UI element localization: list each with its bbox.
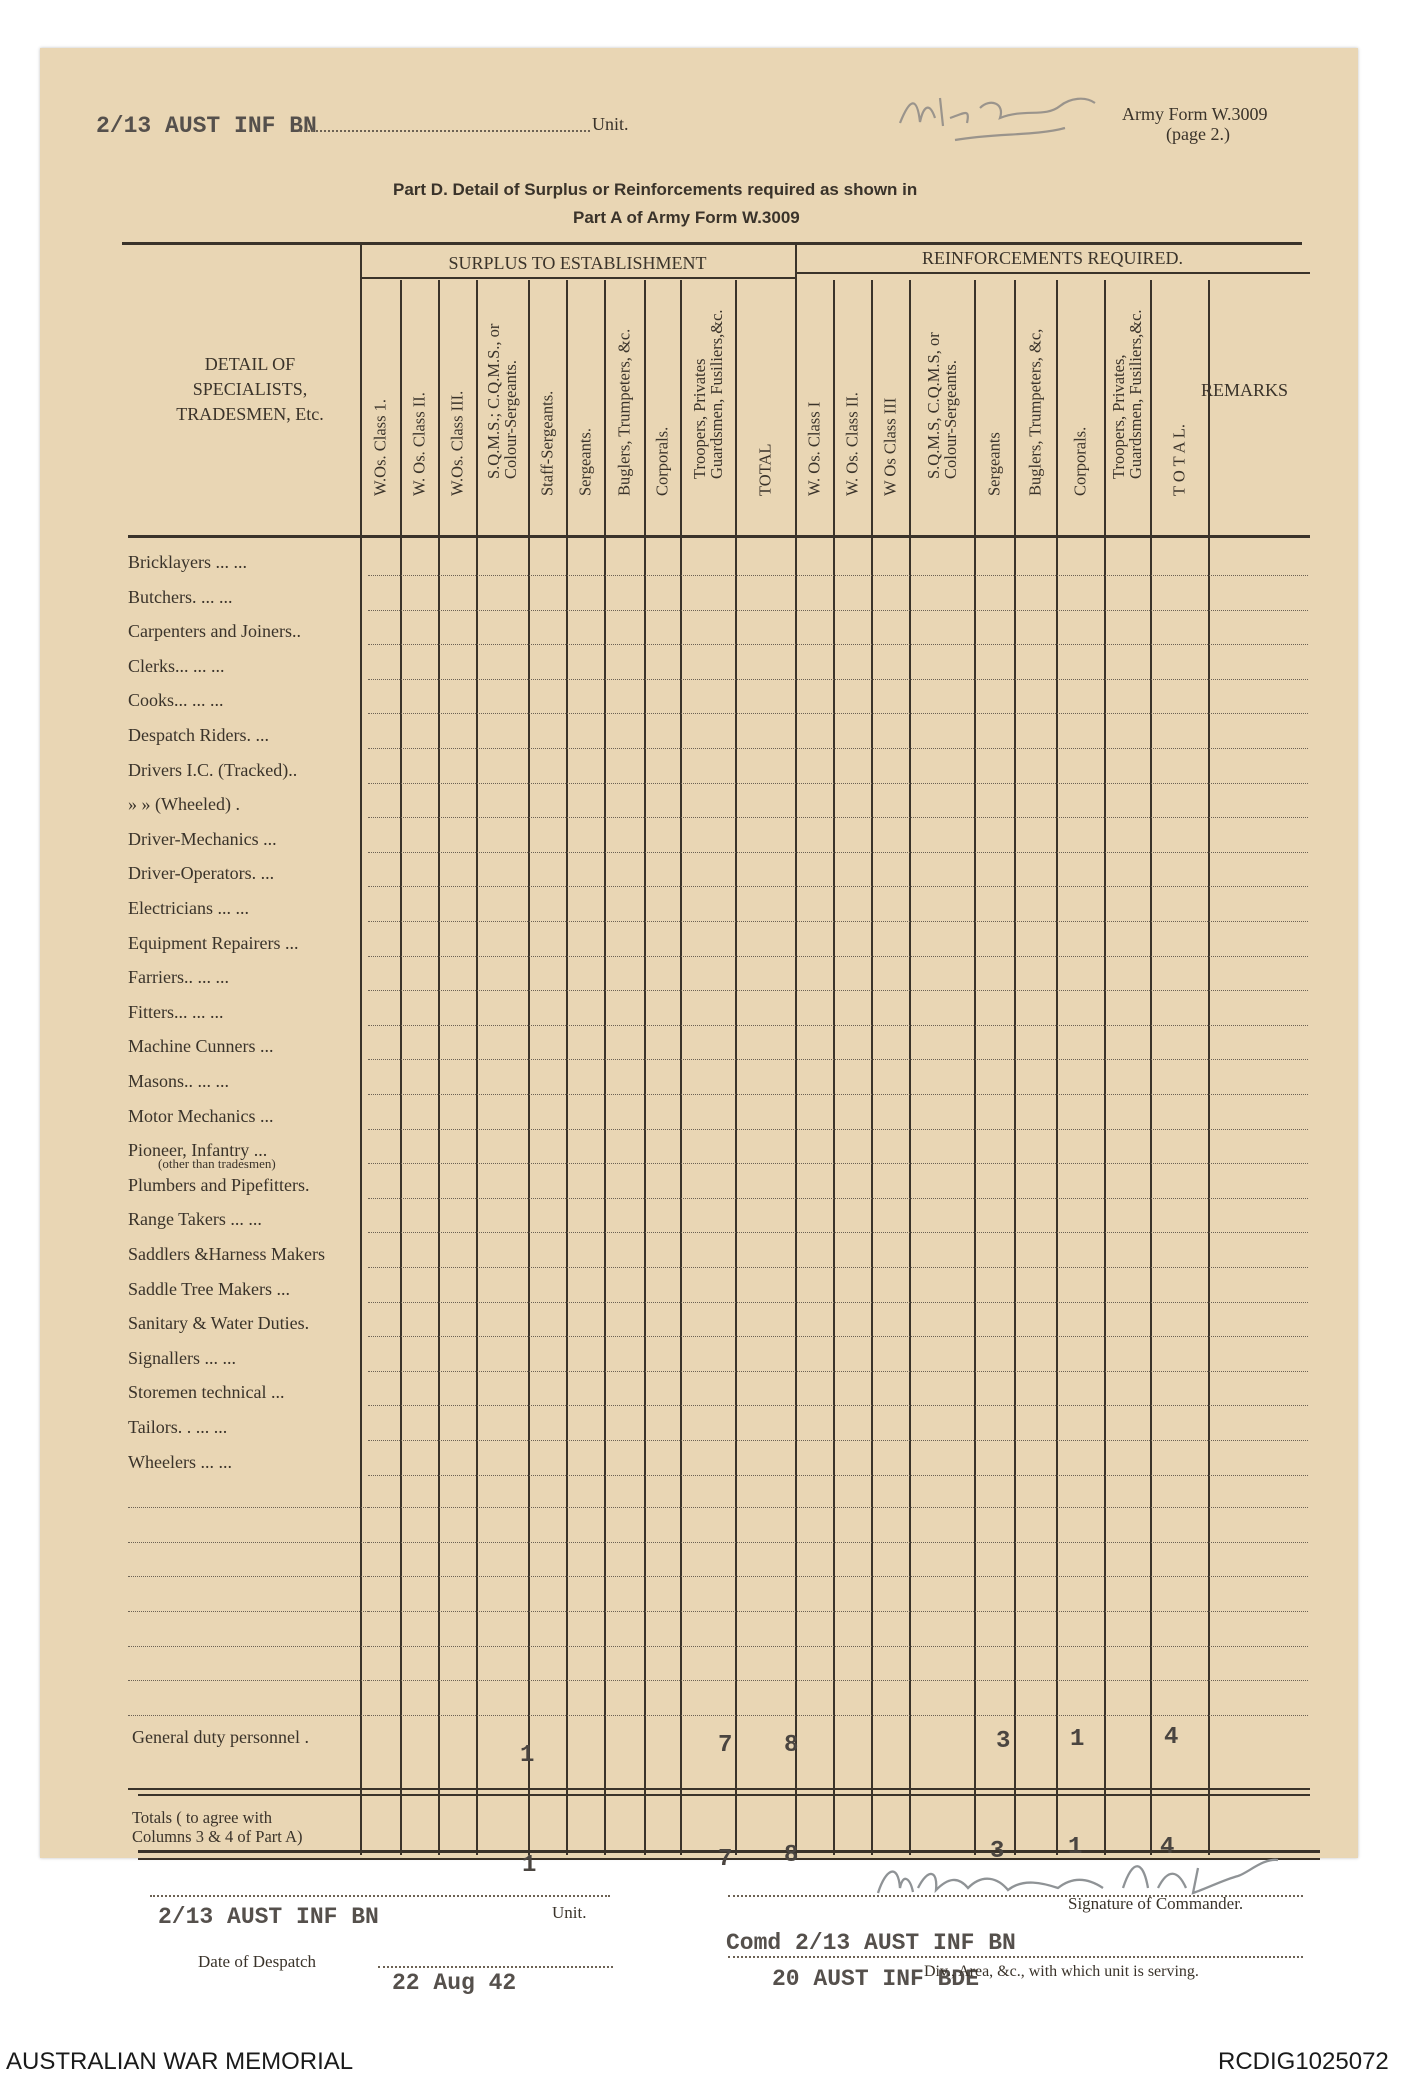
blank-row-dots [128,1680,368,1681]
row-label: Machine Cunners ... [128,1036,274,1057]
column-rule [400,280,402,1855]
row-rule [368,783,1308,784]
reinf-col-6 [1020,283,1050,523]
column-rule [438,280,440,1855]
reinf-col-9 [1164,283,1194,523]
row-label: Electricians ... ... [128,898,249,918]
column-header-text: W.Os. Class III. [447,390,467,496]
tot-reinf-troopers: 1 [1068,1834,1083,1861]
blank-row-rule [368,1507,1308,1508]
column-header-text: W. Os. Class II. [409,392,429,496]
surplus-col-5 [532,283,562,523]
row-rule [368,852,1308,853]
row-label: Cooks... ... ... [128,690,224,711]
archive-id: RCDIG1025072 [1218,2048,1389,2075]
row-label: Pioneer, Infantry ... [128,1140,268,1161]
row-label: » » (Wheeled) . [128,794,240,815]
row-label: Fitters... ... ... [128,1001,224,1022]
reinf-col-8 [1109,283,1145,523]
column-header-text: W Os Class III [880,397,900,496]
gd-reinf-buglers: 3 [996,1728,1011,1755]
tot-surplus-troopers: 7 [718,1846,733,1873]
surplus-header-rule [360,277,795,279]
column-header-text: Troopers, Privates, Guardsmen, Fusiliers,&c. [1109,309,1145,479]
row-rule [368,1405,1308,1406]
row-label: Drivers I.C. (Tracked).. [128,759,298,780]
column-rule [528,280,530,1855]
tot-surplus-total: 8 [784,1842,799,1869]
row-rule [368,713,1308,714]
reinf-header-rule [795,272,1310,274]
row-label: Plumbers and Pipefitters. [128,1174,310,1195]
row-label: Masons.. ... ... [128,1071,230,1091]
surplus-group-header: SURPLUS TO ESTABLISHMENT [448,253,707,273]
row-rule [368,1475,1308,1476]
footer-unit-typed: 2/13 AUST INF BN [158,1904,379,1930]
detail-header [130,352,370,427]
surplus-col-7 [609,283,639,523]
blank-row-rule [368,1611,1308,1612]
detail-header-line-3: TRADESMEN, Etc. [176,404,324,424]
column-rule [1104,280,1106,1855]
blank-row-dots [128,1715,368,1716]
row-rule [368,644,1308,645]
tot-reinf-buglers: 3 [990,1838,1005,1865]
row-rule [368,610,1308,611]
blank-row-rule [368,1680,1308,1681]
column-header-text: Buglers, Trumpeters, &c. [614,328,634,496]
blank-row-dots [128,1646,368,1647]
blank-row-rule [368,1576,1308,1577]
column-header-text: W. Os. Class II. [842,392,862,496]
despatch-date-label: Date of Despatch [198,1952,317,1971]
surplus-col-2 [404,283,434,523]
archive-credit: AUSTRALIAN WAR MEMORIAL [6,2048,354,2075]
reinforcements-group-header: REINFORCEMENTS REQUIRED. [921,248,1183,268]
column-rule [360,245,362,1855]
blank-row-dots [128,1542,368,1543]
blank-row-dots [128,1611,368,1612]
row-label: Driver-Operators. ... [128,863,275,884]
footer-unit-label: Unit. [552,1903,587,1922]
header-bottom-rule [128,535,1310,538]
row-label: Range Takers ... ... [128,1209,262,1230]
surplus-col-9 [689,283,726,523]
row-rule [368,1025,1308,1026]
row-label: Motor Mechanics ... [128,1105,274,1126]
column-rule [833,280,835,1855]
row-rule [368,817,1308,818]
detail-header-line-2: SPECIALISTS, [192,379,308,399]
blank-row-dots [128,1507,368,1508]
row-rule [368,1440,1308,1441]
division-label: Div., Area, &c., with which unit is serving. [924,1963,1199,1980]
row-label: Signallers ... ... [128,1347,236,1368]
column-header-text: Sergeants. [575,428,595,496]
row-label: Carpenters and Joiners.. [128,621,301,642]
row-rule [368,1059,1308,1060]
footer-unit-dotline [150,1895,610,1897]
blank-row-rule [368,1715,1308,1716]
column-header-text: Buglers, Trumpeters, &c, [1025,328,1045,496]
division-typed: 20 AUST INF BDE [772,1966,980,1992]
row-rule [368,886,1308,887]
row-rule [368,956,1308,957]
despatch-dotline [378,1966,613,1968]
row-rule [368,1371,1308,1372]
row-label: Saddlers &Harness Makers [128,1244,325,1264]
row-label: Driver-Mechanics ... [128,828,277,849]
commander-typed: Comd 2/13 AUST INF BN [726,1930,1016,1956]
general-duty-rule [128,1788,1310,1790]
column-rule [909,280,911,1855]
column-rule [871,280,873,1855]
column-rule [1150,280,1152,1855]
surplus-col-1 [365,283,395,523]
row-label: Storemen technical ... [128,1382,285,1403]
form-number: Army Form W.3009 [1122,104,1268,124]
row-label: Equipment Repairers ... [128,932,299,953]
column-rule [1056,280,1058,1855]
column-rule [974,280,976,1855]
column-header-text: S.Q.M.S, C.Q.M.S, or Colour-Sergeants. [923,332,960,479]
row-label: Tailors. . ... ... [128,1417,228,1437]
column-header-text: S.Q.M.S.; C.Q.M.S., or Colour-Sergeants. [484,323,520,479]
column-rule [604,280,606,1855]
row-rule [368,921,1308,922]
row-label: Bricklayers ... ... [128,552,247,572]
row-rule [368,575,1308,576]
gd-surplus-sqms: 1 [520,1742,535,1769]
blank-row-rule [368,1542,1308,1543]
column-rule [476,280,478,1855]
column-rule [1208,280,1210,1855]
row-rule [368,990,1308,991]
row-rule [368,1336,1308,1337]
reinf-col-7 [1065,283,1095,523]
column-header-text: T O T A L. [1169,424,1189,496]
row-rule [368,748,1308,749]
surplus-col-8 [647,283,677,523]
totals-label-line-2: Columns 3 & 4 of Part A) [132,1827,303,1846]
row-label: Butchers. ... ... [128,586,233,607]
row-rule [368,1302,1308,1303]
tot-surplus-sqms: 1 [522,1852,537,1879]
row-label: Despatch Riders. ... [128,725,269,745]
column-header-text: W. Os. Class I [804,401,824,496]
reinf-col-3 [875,283,905,523]
column-header-text: Troopers, Privates Guardsmen, Fusiliers,&c. [689,309,726,479]
title-line-1: Part D. Detail of Surplus or Reinforcements required as shown in [393,180,918,199]
column-header-text: TOTAL [755,443,775,496]
surplus-col-6 [570,283,600,523]
column-rule [680,280,682,1855]
row-rule [368,1094,1308,1095]
unit-typed: 2/13 AUST INF BN [96,113,317,139]
blank-row-rule [368,1646,1308,1647]
reinf-col-5 [979,283,1009,523]
tot-reinf-total: 4 [1160,1834,1175,1861]
totals-label-line-1: Totals ( to agree with [132,1808,272,1827]
general-duty-label: General duty personnel . [132,1727,309,1747]
despatch-date-typed: 22 Aug 42 [392,1970,517,1996]
column-rule [1014,280,1016,1855]
reinf-col-1 [799,283,829,523]
unit-label: Unit. [592,114,629,134]
division-dotline [728,1956,1303,1958]
column-header-text: Corporals. [1070,426,1090,496]
row-label: Wheelers ... ... [128,1451,232,1472]
blank-row-dots [128,1576,368,1577]
surplus-col-4 [484,283,520,523]
row-rule [368,679,1308,680]
reinf-col-4 [923,283,960,523]
title-line-2: Part A of Army Form W.3009 [573,208,800,227]
gd-reinf-troopers: 1 [1070,1726,1085,1753]
row-label: Farriers.. ... ... [128,967,229,988]
unit-dotline [300,130,590,132]
row-rule [368,1163,1308,1164]
column-rule [566,280,568,1855]
page-number: (page 2.) [1166,124,1230,144]
table-top-rule [122,242,1302,245]
column-header-text: W.Os. Class 1. [370,398,390,496]
pioneer-note: (other than tradesmen) [158,1156,276,1171]
row-rule [368,1198,1308,1199]
column-header-text: Staff-Sergeants. [537,390,557,496]
row-rule [368,1129,1308,1130]
totals-top-rule [138,1794,1310,1796]
column-rule [735,280,737,1855]
surplus-col-10 [750,283,780,523]
surplus-col-3 [442,283,472,523]
gd-surplus-total: 8 [784,1732,799,1759]
row-rule [368,1232,1308,1233]
column-rule [644,280,646,1855]
gd-reinf-total: 4 [1164,1724,1179,1751]
column-rule [795,245,797,1855]
column-header-text: Corporals. [652,426,672,496]
gd-surplus-troopers: 7 [718,1732,733,1759]
column-header-text: Sergeants [984,432,1004,496]
totals-label [132,1808,303,1846]
row-label: Sanitary & Water Duties. [128,1313,310,1334]
row-rule [368,1267,1308,1268]
remarks-header: REMARKS [1200,380,1289,400]
row-label: Clerks... ... ... [128,655,225,676]
initials-scribble [895,78,1110,158]
row-label: Saddle Tree Makers ... [128,1278,290,1299]
reinf-col-2 [837,283,867,523]
signature-label: Signature of Commander. [1068,1894,1244,1913]
detail-header-line-1: DETAIL OF [204,354,296,374]
